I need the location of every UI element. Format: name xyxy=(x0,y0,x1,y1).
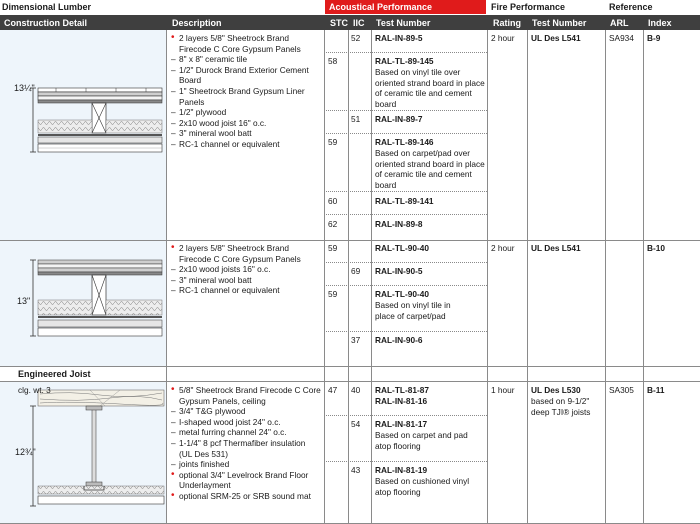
description-item: – 2x10 wood joists 16" o.c. xyxy=(170,264,324,275)
col-stc: STC xyxy=(326,15,348,30)
description-item: – joints finished xyxy=(170,459,324,470)
description-item: – 8" x 8" ceramic tile xyxy=(170,54,324,65)
dimension-label: 13" xyxy=(17,296,31,306)
iic-value: 40 xyxy=(351,385,361,395)
acoustic-test-number: RAL-IN-89-7 xyxy=(375,114,423,124)
section-title-engineered-joist: Engineered Joist xyxy=(18,369,91,379)
grid-line xyxy=(371,30,372,524)
acoustic-test-number: RAL-TL-81-87 xyxy=(375,385,429,395)
acoustic-test-number: RAL-IN-89-5 xyxy=(375,33,423,43)
description-item: Underlayment xyxy=(179,480,231,491)
arl-value: SA934 xyxy=(609,33,634,43)
index-value: B-9 xyxy=(647,33,661,43)
acoustic-test-note: Based on carpet/pad over oriented strand board in place of ceramic tile and cement board xyxy=(375,148,485,190)
fire-test-number: UL Des L530 xyxy=(531,385,581,395)
stc-value: 59 xyxy=(328,243,338,253)
description-item: – 3" mineral wool batt xyxy=(170,275,324,286)
ceiling-weight-label: clg. wt. 3 xyxy=(18,385,51,395)
col-description: Description xyxy=(168,15,323,30)
description-item: – 3" mineral wool batt xyxy=(170,128,324,139)
sub-row-divider xyxy=(324,415,487,416)
grid-line xyxy=(324,30,325,524)
description-item: – 1/2" Durock Brand Exterior Cement Board xyxy=(170,65,324,86)
fire-test-number: UL Des L541 xyxy=(531,243,581,253)
grid-line xyxy=(643,30,644,524)
description-item: – 1-1/4" 8 pcf Thermafiber insulation xyxy=(170,438,324,449)
fire-rating: 2 hour xyxy=(491,243,515,253)
dimension-label: 12¾" xyxy=(15,447,36,457)
acoustic-test-number: RAL-IN-90-6 xyxy=(375,335,423,345)
grid-line xyxy=(166,30,167,524)
grid-line xyxy=(487,30,488,524)
description-list-b11 xyxy=(170,385,324,502)
description-item: – 1/2" plywood xyxy=(170,107,324,118)
stc-value: 59 xyxy=(328,137,338,147)
stc-value: 58 xyxy=(328,56,338,66)
iic-value: 52 xyxy=(351,33,361,43)
sub-row-divider xyxy=(324,262,487,263)
acoustic-test-number: RAL-IN-81-17 xyxy=(375,419,428,429)
col-arl: ARL xyxy=(606,15,644,30)
grid-line xyxy=(348,30,349,524)
sub-row-divider xyxy=(324,285,487,286)
acoustic-test-number: RAL-TL-89-146 xyxy=(375,137,434,147)
iic-value: 54 xyxy=(351,419,361,429)
arl-value: SA305 xyxy=(609,385,634,395)
fire-test-number: UL Des L541 xyxy=(531,33,581,43)
iic-value: 51 xyxy=(351,114,361,124)
acoustic-test-number: RAL-TL-90-40 xyxy=(375,243,429,253)
col-fire-test-number: Test Number xyxy=(528,15,606,30)
description-item: Firecode C Core Gypsum Panels xyxy=(179,253,301,264)
acoustic-test-number: RAL-IN-81-16 xyxy=(375,396,428,406)
sub-row-divider xyxy=(324,110,487,111)
acoustic-test-note: Based on carpet and pad atop flooring xyxy=(375,430,468,451)
description-item: – 1" Sheetrock Brand Gypsum Liner Panels xyxy=(170,86,324,107)
description-item: – 2x10 wood joist 16" o.c. xyxy=(170,118,324,129)
fire-rating: 2 hour xyxy=(491,33,515,43)
group-header-acoustical: Acoustical Performance xyxy=(325,0,486,14)
description-item: • optional SRM-25 or SRB sound mat xyxy=(170,491,324,502)
grid-line xyxy=(605,30,606,524)
acoustic-test-number: RAL-IN-89-8 xyxy=(375,219,423,229)
iic-value: 37 xyxy=(351,335,361,345)
description-item: – metal furring channel 24" o.c. xyxy=(170,427,324,438)
col-iic: IIC xyxy=(349,15,371,30)
description-item: Gypsum Panels, ceiling xyxy=(179,395,266,406)
group-header-reference: Reference xyxy=(609,2,653,12)
stc-value: 60 xyxy=(328,196,338,206)
sub-row-divider xyxy=(324,52,487,53)
floor-ceiling-section-drawing-b9 xyxy=(0,30,166,240)
description-item: – 3/4" T&G plywood xyxy=(170,406,324,417)
description-item: • optional 3/4" Levelrock Brand Floor xyxy=(170,470,324,481)
acoustic-test-note: Based on vinyl tile in place of carpet/pad xyxy=(375,300,451,321)
description-list-b10 xyxy=(170,243,324,296)
stc-value: 59 xyxy=(328,289,338,299)
description-item: – RC-1 channel or equivalent xyxy=(170,285,324,296)
group-header-fire: Fire Performance xyxy=(491,2,566,12)
stc-value: 47 xyxy=(328,385,338,395)
description-item: – RC-1 channel or equivalent xyxy=(170,139,324,150)
sub-row-divider xyxy=(324,133,487,134)
sub-row-divider xyxy=(324,461,487,462)
col-index: Index xyxy=(644,15,700,30)
description-item: – I-shaped wood joist 24" o.c. xyxy=(170,417,324,428)
col-rating: Rating xyxy=(489,15,529,30)
iic-value: 69 xyxy=(351,266,361,276)
iic-value: 43 xyxy=(351,465,361,475)
dimension-label: 13¼" xyxy=(14,83,35,93)
sub-row-divider xyxy=(324,331,487,332)
description-item: • 2 layers 5/8" Sheetrock Brand xyxy=(170,33,324,44)
description-list-b9 xyxy=(170,33,324,150)
description-item: Firecode C Core Gypsum Panels xyxy=(179,43,301,54)
stc-value: 62 xyxy=(328,219,338,229)
description-item: • 2 layers 5/8" Sheetrock Brand xyxy=(170,243,324,254)
acoustic-test-number: RAL-TL-90-40 xyxy=(375,289,429,299)
index-value: B-10 xyxy=(647,243,665,253)
group-header-dimensional-lumber: Dimensional Lumber xyxy=(2,2,92,12)
acoustic-test-note: Based on vinyl tile over oriented strand board in place of ceramic tile and cement board xyxy=(375,67,485,109)
sub-row-divider xyxy=(324,214,487,215)
acoustic-test-number: RAL-TL-89-145 xyxy=(375,56,434,66)
fire-test-note: based on 9-1/2" deep TJI® joists xyxy=(531,396,591,417)
acoustic-test-number: RAL-IN-90-5 xyxy=(375,266,423,276)
acoustic-test-number: RAL-IN-81-19 xyxy=(375,465,428,475)
description-item: (UL Des 531) xyxy=(179,448,229,459)
acoustic-test-number: RAL-TL-89-141 xyxy=(375,196,434,206)
sub-row-divider xyxy=(324,191,487,192)
row-divider xyxy=(0,366,700,367)
index-value: B-11 xyxy=(647,385,665,395)
col-construction-detail: Construction Detail xyxy=(0,15,165,30)
grid-line xyxy=(527,30,528,524)
fire-rating: 1 hour xyxy=(491,385,515,395)
description-item: • 5/8" Sheetrock Brand Firecode C Core xyxy=(170,385,324,396)
acoustic-test-note: Based on cushioned vinyl atop flooring xyxy=(375,476,470,497)
col-test-number: Test Number xyxy=(372,15,487,30)
